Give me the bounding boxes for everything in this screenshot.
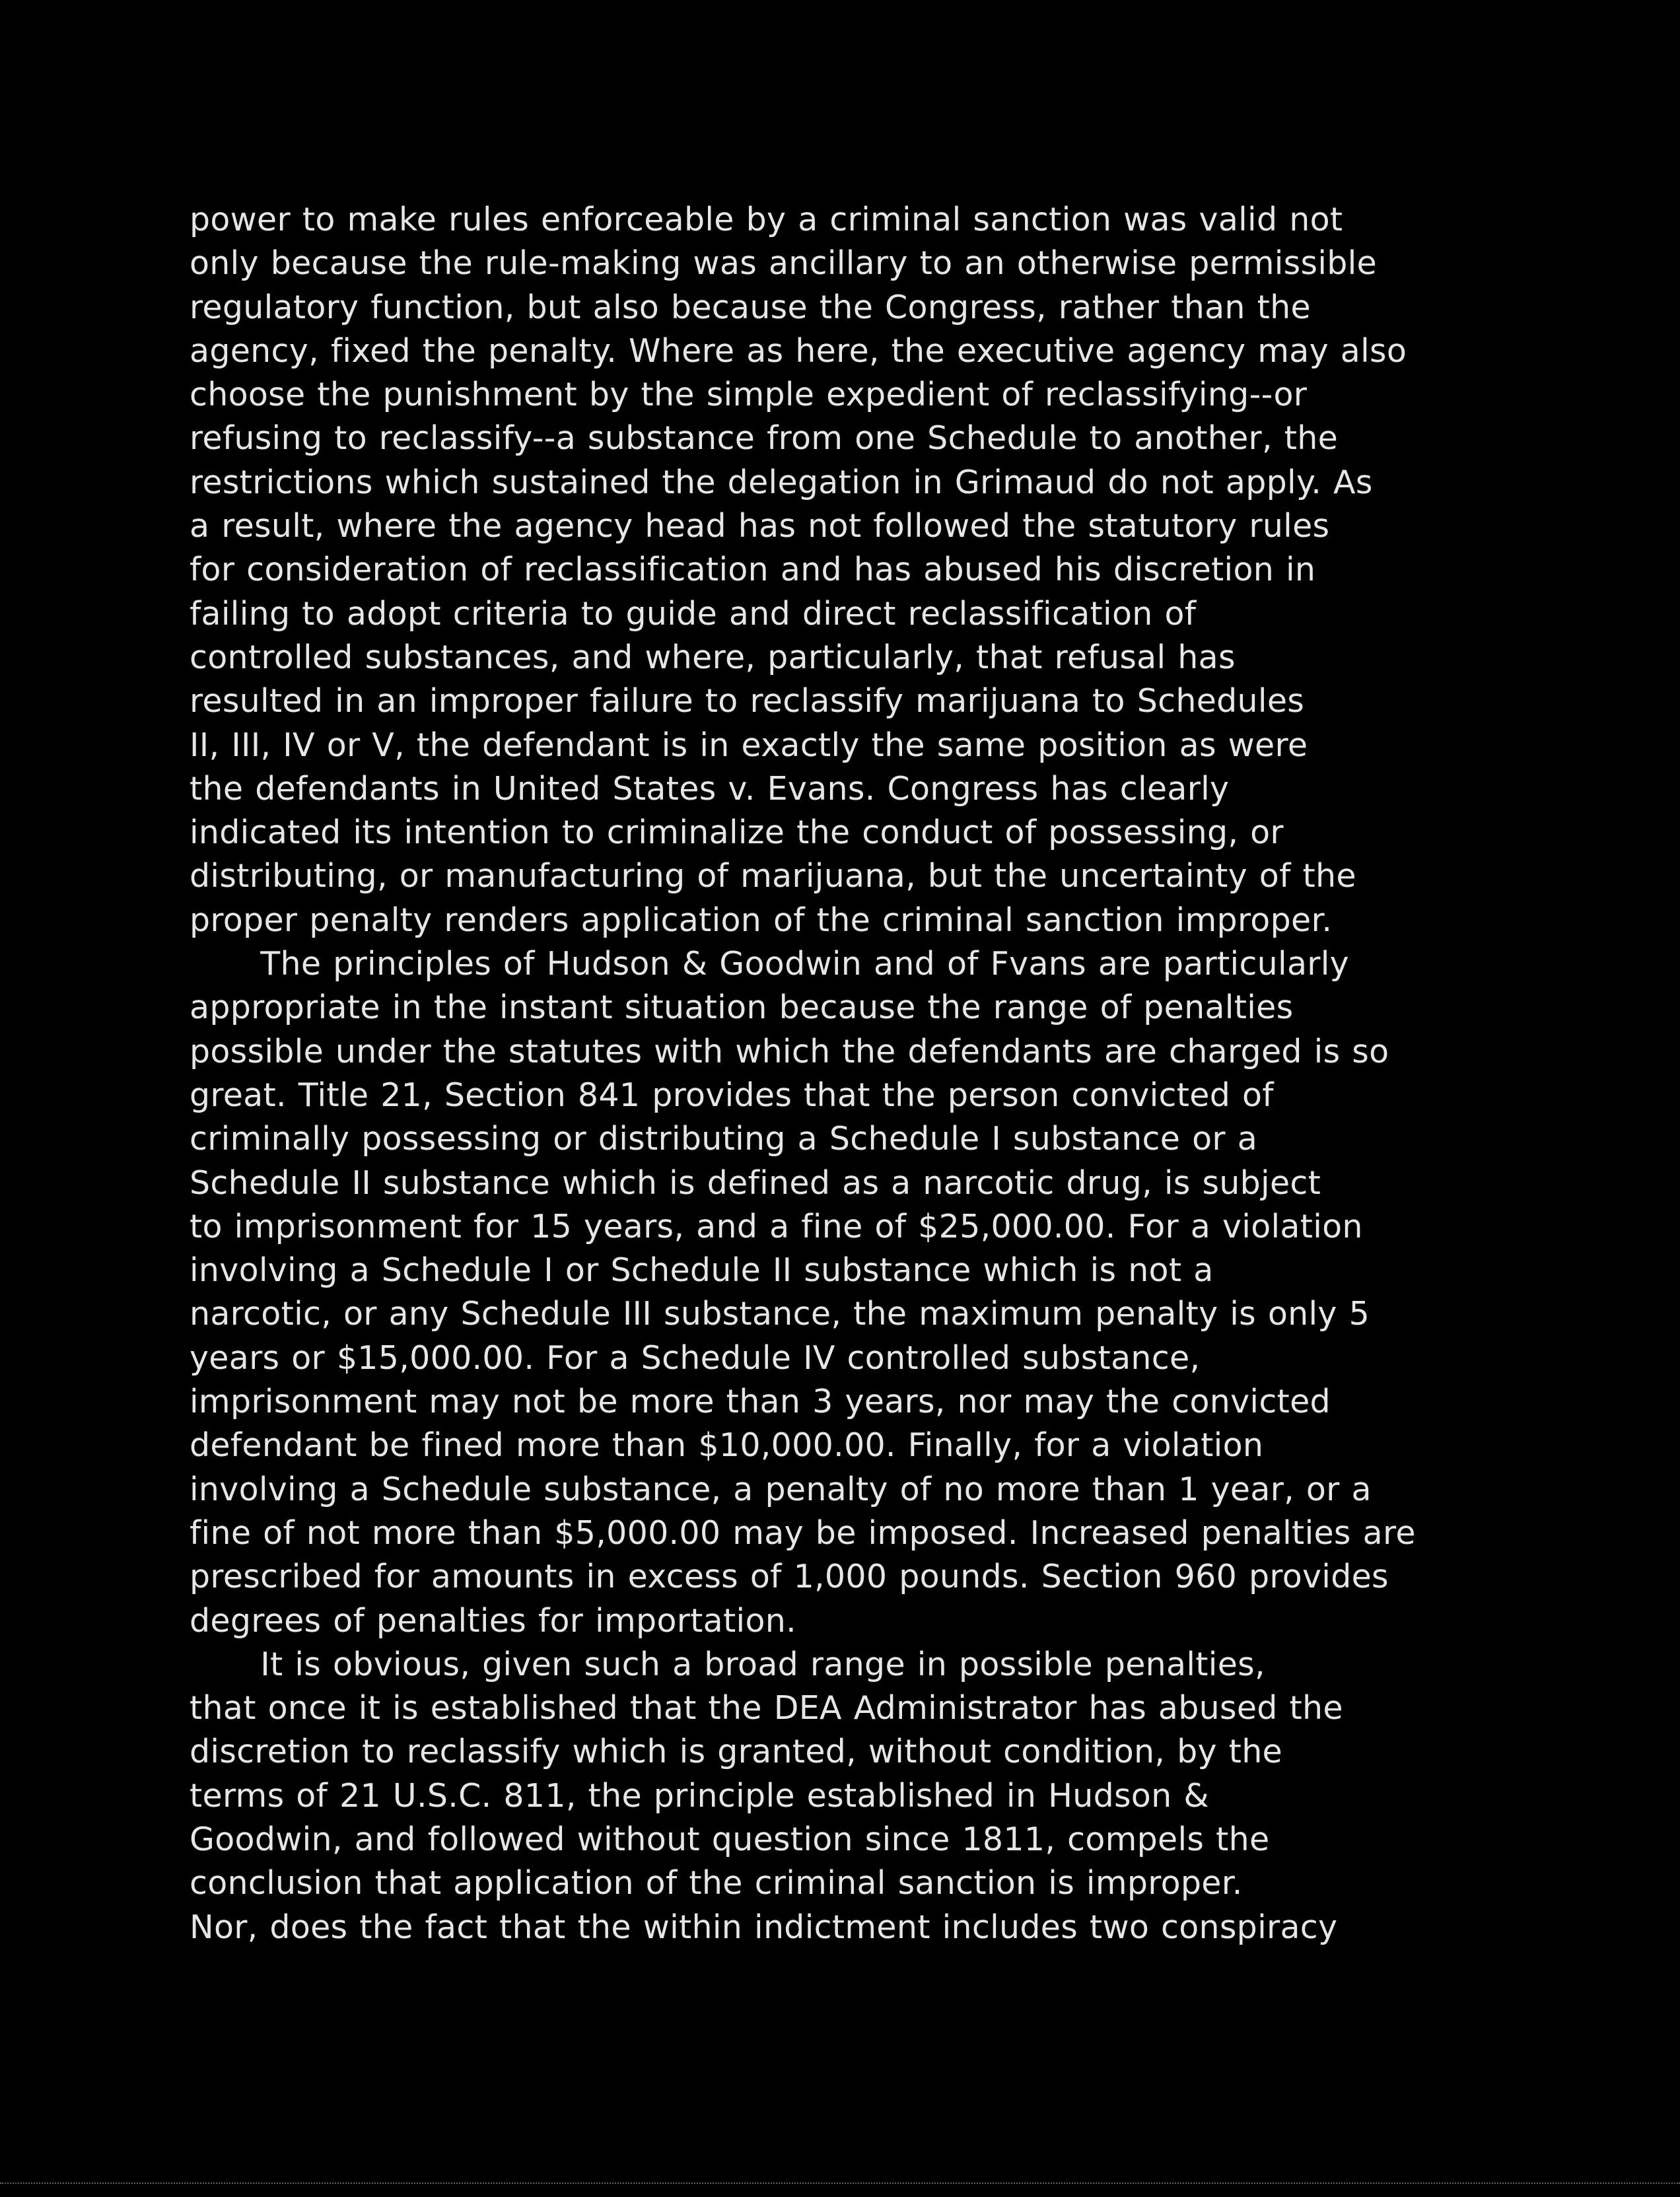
text-line: degrees of penalties for importation. bbox=[190, 1601, 796, 1640]
text-line: restrictions which sustained the delegation in Grimaud do not apply. As bbox=[190, 463, 1373, 501]
text-line: fine of not more than $5,000.00 may be imposed. Increased penalties are bbox=[190, 1514, 1416, 1552]
text-line: failing to adopt criteria to guide and direct reclassification of bbox=[190, 594, 1197, 633]
text-line: regulatory function, but also because the Congress, rather than the bbox=[190, 288, 1311, 326]
text-line: resulted in an improper failure to reclassify marijuana to Schedules bbox=[190, 682, 1305, 720]
text-line: power to make rules enforceable by a criminal sanction was valid not bbox=[190, 201, 1343, 238]
text-line: great. Title 21, Section 841 provides that the person convicted of bbox=[190, 1076, 1274, 1114]
text-line: appropriate in the instant situation because the range of penalties bbox=[190, 989, 1294, 1027]
text-line: controlled substances, and where, particularly, that refusal has bbox=[190, 638, 1236, 676]
text-line: indicated its intention to criminalize the conduct of possessing, or bbox=[190, 814, 1284, 852]
text-line: prescribed for amounts in excess of 1,000 pounds. Section 960 provides bbox=[190, 1558, 1389, 1596]
text-line: involving a Schedule substance, a penalty of no more than 1 year, or a bbox=[190, 1470, 1372, 1508]
bottom-scan-rule bbox=[0, 2182, 1680, 2184]
text-line: discretion to reclassify which is granted, without condition, by the bbox=[190, 1733, 1282, 1771]
text-line: a result, where the agency head has not followed the statutory rules bbox=[190, 507, 1330, 545]
paragraph-start-line: The principles of Hudson & Goodwin and of Fvans are particularly bbox=[190, 945, 1349, 983]
text-line: distributing, or manufacturing of marijuana, but the uncertainty of the bbox=[190, 857, 1356, 895]
text-line: criminally possessing or distributing a Schedule I substance or a bbox=[190, 1120, 1258, 1158]
text-line: imprisonment may not be more than 3 years, nor may the convicted bbox=[190, 1383, 1331, 1421]
text-line: possible under the statutes with which the defendants are charged is so bbox=[190, 1032, 1389, 1070]
text-line: narcotic, or any Schedule III substance, the maximum penalty is only 5 bbox=[190, 1295, 1370, 1333]
text-line: years or $15,000.00. For a Schedule IV controlled substance, bbox=[190, 1339, 1201, 1377]
text-line: II, III, IV or V, the defendant is in exactly the same position as were bbox=[190, 726, 1308, 764]
document-body-text bbox=[190, 198, 1537, 1949]
text-line: only because the rule-making was ancillary to an otherwise permissible bbox=[190, 244, 1377, 283]
text-line: for consideration of reclassification and has abused his discretion in bbox=[190, 551, 1316, 589]
text-line: Goodwin, and followed without question since 1811, compels the bbox=[190, 1820, 1270, 1858]
paragraph-start-line: It is obvious, given such a broad range in possible penalties, bbox=[190, 1645, 1265, 1683]
text-line: choose the punishment by the simple expedient of reclassifying--or bbox=[190, 376, 1308, 414]
text-line: Nor, does the fact that the within indictment includes two conspiracy bbox=[190, 1908, 1338, 1946]
text-line: the defendants in United States v. Evans. Congress has clearly bbox=[190, 769, 1230, 808]
text-line: defendant be fined more than $10,000.00. Finally, for a violation bbox=[190, 1426, 1264, 1465]
text-line: proper penalty renders application of the criminal sanction improper. bbox=[190, 901, 1333, 939]
text-line: to imprisonment for 15 years, and a fine of $25,000.00. For a violation bbox=[190, 1207, 1363, 1245]
text-line: involving a Schedule I or Schedule II substance which is not a bbox=[190, 1251, 1214, 1290]
text-line: Schedule II substance which is defined as a narcotic drug, is subject bbox=[190, 1164, 1321, 1202]
text-line: refusing to reclassify--a substance from one Schedule to another, the bbox=[190, 419, 1339, 458]
text-line: terms of 21 U.S.C. 811, the principle established in Hudson & bbox=[190, 1776, 1209, 1815]
text-line: agency, fixed the penalty. Where as here, the executive agency may also bbox=[190, 331, 1407, 370]
text-line: conclusion that application of the criminal sanction is improper. bbox=[190, 1864, 1243, 1902]
text-line: that once it is established that the DEA Administrator has abused the bbox=[190, 1689, 1343, 1727]
